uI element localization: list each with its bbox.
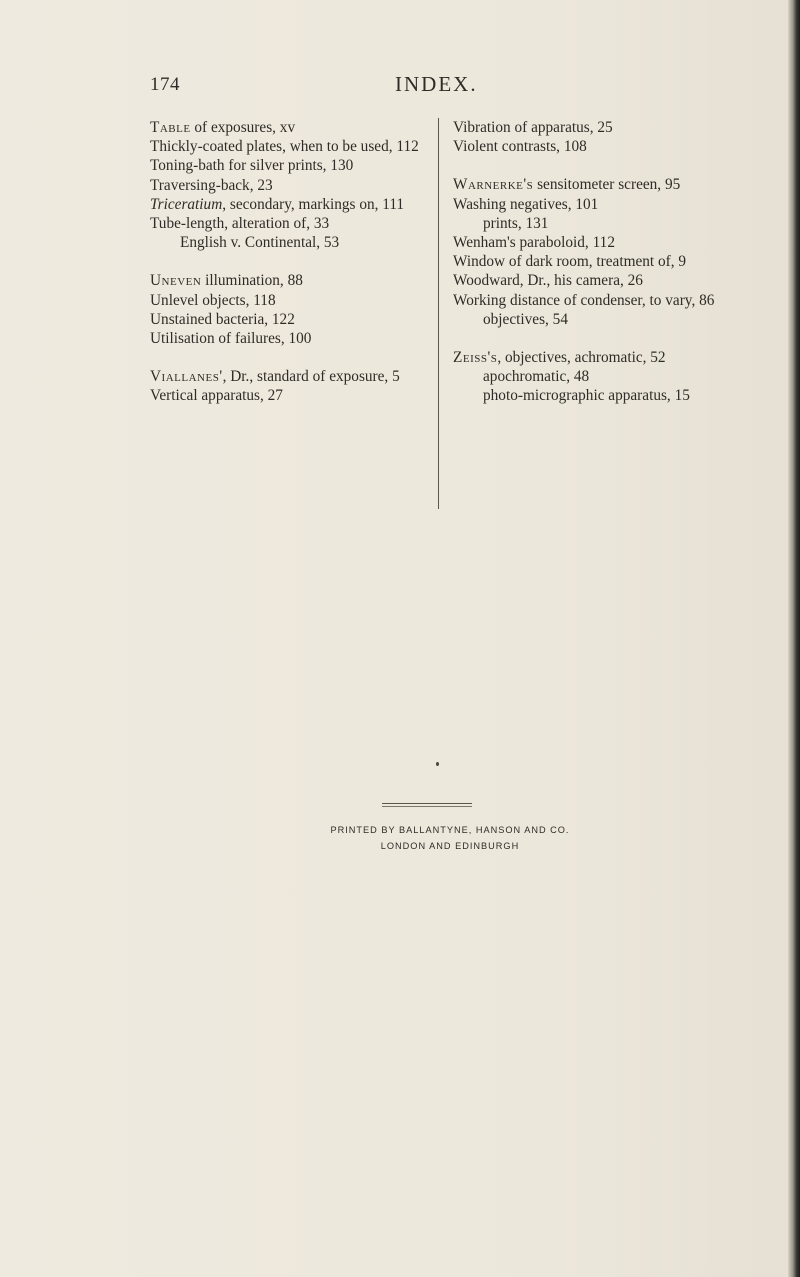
index-entry xyxy=(453,271,753,290)
entry-text: Woodward, Dr., his camera, 26 xyxy=(453,272,643,290)
index-entry xyxy=(453,310,753,329)
entry-text: Violent contrasts, 108 xyxy=(453,138,587,156)
index-entry xyxy=(453,367,753,386)
index-entry xyxy=(150,118,428,137)
entry-text: , Dr., standard of exposure, 5 xyxy=(222,368,400,386)
entry-text: illumination, 88 xyxy=(201,272,303,290)
index-entry xyxy=(453,252,753,271)
page-edge-shadow xyxy=(788,0,800,1277)
entry-gap xyxy=(453,156,753,175)
index-entry xyxy=(150,310,428,329)
column-divider xyxy=(438,118,439,509)
index-entry xyxy=(150,271,428,290)
entry-text: sensitometer screen, 95 xyxy=(533,176,681,194)
entry-text: Window of dark room, treatment of, 9 xyxy=(453,253,687,271)
entry-text: English v. Continental, 53 xyxy=(180,234,340,252)
entry-gap xyxy=(150,348,428,367)
index-column-right xyxy=(453,118,753,406)
index-column-left xyxy=(150,118,428,406)
entry-text: photo-micrographic apparatus, 15 xyxy=(483,387,690,405)
index-entry xyxy=(150,386,428,405)
entry-text: of exposures, xv xyxy=(190,119,296,136)
entry-text: Working distance of condenser, to vary, 86 xyxy=(453,291,715,309)
entry-gap xyxy=(453,329,753,348)
printer-imprint xyxy=(300,822,600,854)
page-number: 174 xyxy=(150,74,180,95)
entry-text: Vertical apparatus, 27 xyxy=(150,387,283,405)
index-entry xyxy=(453,175,753,194)
entry-text: , secondary, markings on, 111 xyxy=(222,195,405,213)
entry-gap xyxy=(150,252,428,271)
index-entry xyxy=(453,233,753,252)
index-entry xyxy=(453,291,753,310)
entry-text: Wenham's paraboloid, 112 xyxy=(453,234,615,252)
entry-text: prints, 131 xyxy=(483,214,549,232)
index-entry xyxy=(453,195,753,214)
index-entry xyxy=(150,195,428,214)
imprint-rule xyxy=(382,803,472,804)
index-entry xyxy=(150,233,428,252)
index-entry xyxy=(150,156,428,175)
entry-lead-word: Zeiss's xyxy=(453,349,498,367)
entry-text: apochromatic, 48 xyxy=(483,368,590,386)
index-entry xyxy=(453,386,753,405)
entry-lead-word: Uneven xyxy=(150,272,202,290)
entry-text: Washing negatives, 101 xyxy=(453,195,599,213)
entry-text: Vibration of apparatus, 25 xyxy=(453,119,613,136)
entry-text: Unlevel objects, 118 xyxy=(150,291,276,309)
index-entry xyxy=(453,137,753,156)
index-entry xyxy=(150,329,428,348)
entry-text: objectives, 54 xyxy=(483,310,568,328)
entry-text: Toning-bath for silver prints, 130 xyxy=(150,157,354,175)
imprint-rule-lower xyxy=(382,806,472,807)
ink-speck xyxy=(436,762,439,766)
entry-lead-word: Viallanes' xyxy=(150,368,223,386)
entry-lead-word: Table xyxy=(150,119,191,136)
imprint-line-1: PRINTED BY BALLANTYNE, HANSON AND CO. xyxy=(330,825,570,835)
entry-italic-term: Triceratium xyxy=(150,195,223,213)
index-entry xyxy=(150,291,428,310)
entry-text: Unstained bacteria, 122 xyxy=(150,310,295,328)
entry-text: , objectives, achromatic, 52 xyxy=(497,349,666,367)
index-entry xyxy=(150,367,428,386)
imprint-line-2: LONDON AND EDINBURGH xyxy=(380,841,520,851)
entry-text: Traversing-back, 23 xyxy=(150,176,273,194)
index-entry xyxy=(453,118,753,137)
index-entry xyxy=(150,137,428,156)
entry-text: Tube-length, alteration of, 33 xyxy=(150,215,330,233)
index-entry xyxy=(453,348,753,367)
entry-lead-word: Warnerke's xyxy=(453,176,534,194)
index-entry xyxy=(150,176,428,195)
index-entry xyxy=(150,214,428,233)
index-entry xyxy=(453,214,753,233)
entry-text: Thickly-coated plates, when to be used, 112 xyxy=(150,138,419,156)
entry-text: Utilisation of failures, 100 xyxy=(150,330,312,348)
running-head: INDEX. xyxy=(395,72,478,96)
